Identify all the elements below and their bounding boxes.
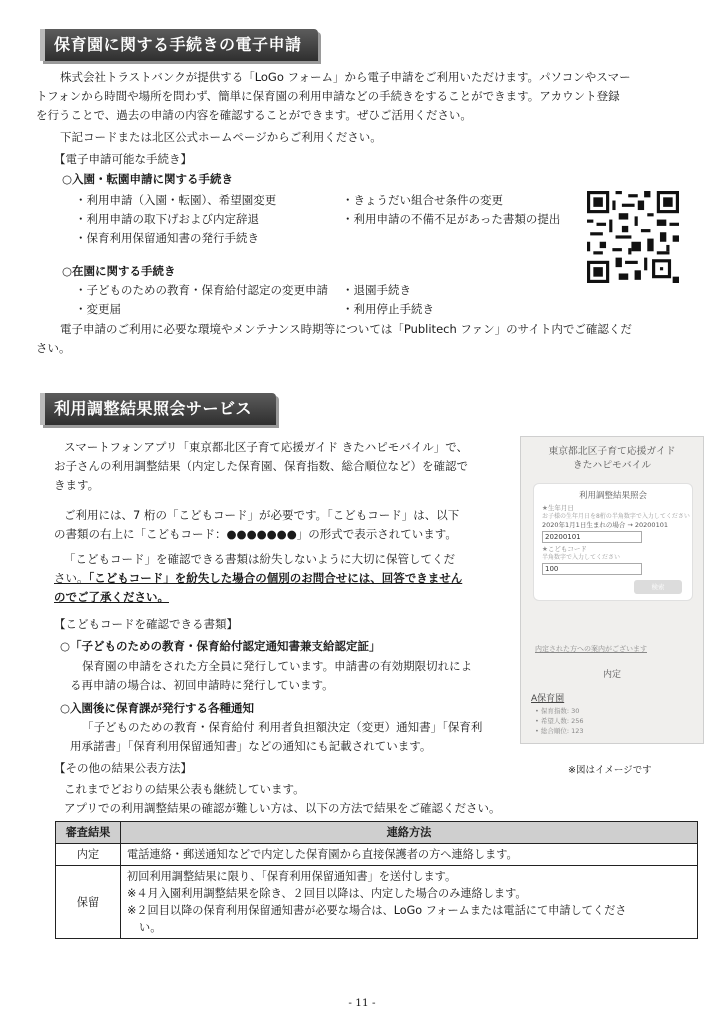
section-banner-result-service: 利用調整結果照会サービス xyxy=(40,393,276,425)
doc1-desc-line-1: 保育園の申請をされた方全員に発行しています。申請書の有効期限切れによ xyxy=(82,659,473,673)
intro-line-1: 株式会社トラストバンクが提供する「LoGo フォーム」から電子申請をご利用いただけます。パソコンやスマー xyxy=(60,70,631,84)
code-label: ★こどもコード xyxy=(542,545,587,553)
lookup-card xyxy=(533,483,693,601)
nursery-name[interactable]: A保育園 xyxy=(531,694,565,704)
warning-text: 「こどもコード」を紛失した場合の個別のお問合せには、回答できません xyxy=(88,571,463,585)
warning-text-end: のでご了承ください。 xyxy=(54,590,169,604)
other-line-2: アプリでの利用調整結果の確認が難しい方は、以下の方法で結果をご確認ください。 xyxy=(64,801,501,815)
keep-desc-line-2 xyxy=(54,569,462,588)
app-title xyxy=(521,445,703,473)
app-title-line-1: 東京都北区子育て応援ガイド xyxy=(548,446,676,457)
stat-applicants: 希望人数: 256 xyxy=(540,717,584,725)
keep-desc-prefix: さい。 xyxy=(54,571,89,585)
list-item: ・利用停止手続き xyxy=(342,302,434,316)
stat-item: • 総合順位: 123 xyxy=(535,727,584,735)
birth-hint: お子様の生年月日を8桁の半角数字で入力してください xyxy=(542,513,690,520)
result-label: 内定 xyxy=(602,670,621,680)
code-hint: 半角数字で入力してください xyxy=(542,554,621,561)
birth-example: 2020年1月1日生まれの場合 → 20200101 xyxy=(542,521,668,529)
app-title-line-2: きたハピモバイル xyxy=(572,460,652,471)
footer-line-1: 電子申請のご利用に必要な環境やメンテナンス時期等については「Publitech ファン」のサイト内でご確認くだ xyxy=(60,322,632,336)
method-line: い。 xyxy=(139,921,162,934)
cell-result: 保留 xyxy=(56,866,121,939)
doc2-title: ○入園後に保育課が発行する各種通知 xyxy=(60,701,255,715)
intro-line-3: を行うことで、過去の申請の内容を確認することができます。ぜひご活用ください。 xyxy=(36,108,472,122)
list-item: ・退園手続き xyxy=(342,283,411,297)
other-line-1: これまでどおりの結果公表も継続しています。 xyxy=(64,782,305,796)
results-table xyxy=(55,821,698,939)
stat-rank: 総合順位: 123 xyxy=(540,727,584,735)
docs-heading: 【こどもコードを確認できる書類】 xyxy=(54,617,238,631)
list-item: ・きょうだい組合せ条件の変更 xyxy=(342,193,503,207)
table-row xyxy=(56,844,698,866)
subheading-enrolled: ○在園に関する手続き xyxy=(62,264,176,278)
other-methods-heading: 【その他の結果公表方法】 xyxy=(54,761,192,775)
intro-line-2: トフォンから時間や場所を問わず、簡単に保育園の利用申請などの手続きをすることができます。アカウント登録 xyxy=(36,89,620,103)
qr-code[interactable] xyxy=(585,191,681,283)
doc1-desc-line-2: る再申請の場合は、初回申請時に発行しています。 xyxy=(70,678,334,692)
list-item: ・利用申請（入園・転園）、希望園変更 xyxy=(75,193,277,207)
list-item: ・子どものための教育・保育給付認定の変更申請 xyxy=(75,283,328,297)
code-desc-line-1: ご利用には、7 桁の「こどもコード」が必要です。「こどもコード」は、以下 xyxy=(64,508,460,522)
app-desc-line-2: お子さんの利用調整結果（内定した保育園、保育指数、総合順位など）を確認で xyxy=(54,459,468,473)
subheading-admission: ○入園・転園申請に関する手続き xyxy=(62,172,234,186)
lookup-card-title: 利用調整結果照会 xyxy=(578,491,647,501)
stat-item: • 希望人数: 256 xyxy=(535,717,584,725)
header-method: 連絡方法 xyxy=(121,822,698,844)
possible-procedures-heading: 【電子申請可能な手続き】 xyxy=(54,152,192,166)
method-line: 初回利用調整結果に限り、「保育利用保留通知書」を送付します。 xyxy=(127,870,457,883)
cell-result: 内定 xyxy=(56,844,121,866)
code-desc-line-2: の書類の右上に「こどもコード：●●●●●●●」の形式で表示されています。 xyxy=(54,527,457,541)
doc2-desc-line-1: 「子どものための教育・保育給付 利用者負担額決定（変更）通知書」「保育利 xyxy=(82,720,483,734)
table-row xyxy=(56,866,698,939)
method-line: ※４月入園利用調整結果を除き、２回目以降は、内定した場合のみ連絡します。 xyxy=(127,887,527,900)
list-item: ・利用申請の取下げおよび内定辞退 xyxy=(75,212,259,226)
keep-desc-line-1: 「こどもコード」を確認できる書類は紛失しないように大切に保管してくだ xyxy=(64,552,455,566)
header-result: 審査結果 xyxy=(56,822,121,844)
app-screenshot xyxy=(520,436,704,744)
section-banner-e-application: 保育園に関する手続きの電子申請 xyxy=(40,29,318,61)
doc2-desc-line-2: 用承諾書」「保育利用保留通知書」などの通知にも記載されています。 xyxy=(70,739,432,753)
code-input[interactable]: 100 xyxy=(542,563,642,575)
image-note: ※図はイメージです xyxy=(568,765,652,776)
table-header-row xyxy=(56,822,698,844)
notice-link[interactable]: 内定された方への案内がございます xyxy=(535,645,647,653)
stat-item: • 保育指数: 30 xyxy=(535,707,580,715)
app-desc-line-3: きます。 xyxy=(54,478,100,492)
list-item: ・変更届 xyxy=(75,302,121,316)
list-item: ・利用申請の不備不足があった書類の提出 xyxy=(342,212,561,226)
doc1-title: ○「子どものための教育・保育給付認定通知書兼支給認定証」 xyxy=(60,639,381,653)
page-number: - 11 - xyxy=(348,997,376,1009)
cell-method: 電話連絡・郵送通知などで内定した保育園から直接保護者の方へ連絡します。 xyxy=(121,844,698,866)
list-item: ・保育利用保留通知書の発行手続き xyxy=(75,231,259,245)
cell-method xyxy=(121,866,698,939)
birth-label: ★生年月日 xyxy=(542,504,574,512)
footer-line-2: さい。 xyxy=(36,341,71,355)
stat-index: 保育指数: 30 xyxy=(540,707,580,715)
app-desc-line-1: スマートフォンアプリ「東京都北区子育て応援ガイド きたハピモバイル」で、 xyxy=(64,440,468,454)
birth-input[interactable]: 20200101 xyxy=(542,531,642,543)
search-button[interactable]: 検索 xyxy=(634,580,682,594)
method-line: ※２回目以降の保育利用保留通知書が必要な場合は、LoGo フォームまたは電話にて申請してくださ xyxy=(127,904,627,917)
code-instruction: 下記コードまたは北区公式ホームページからご利用ください。 xyxy=(60,130,382,144)
